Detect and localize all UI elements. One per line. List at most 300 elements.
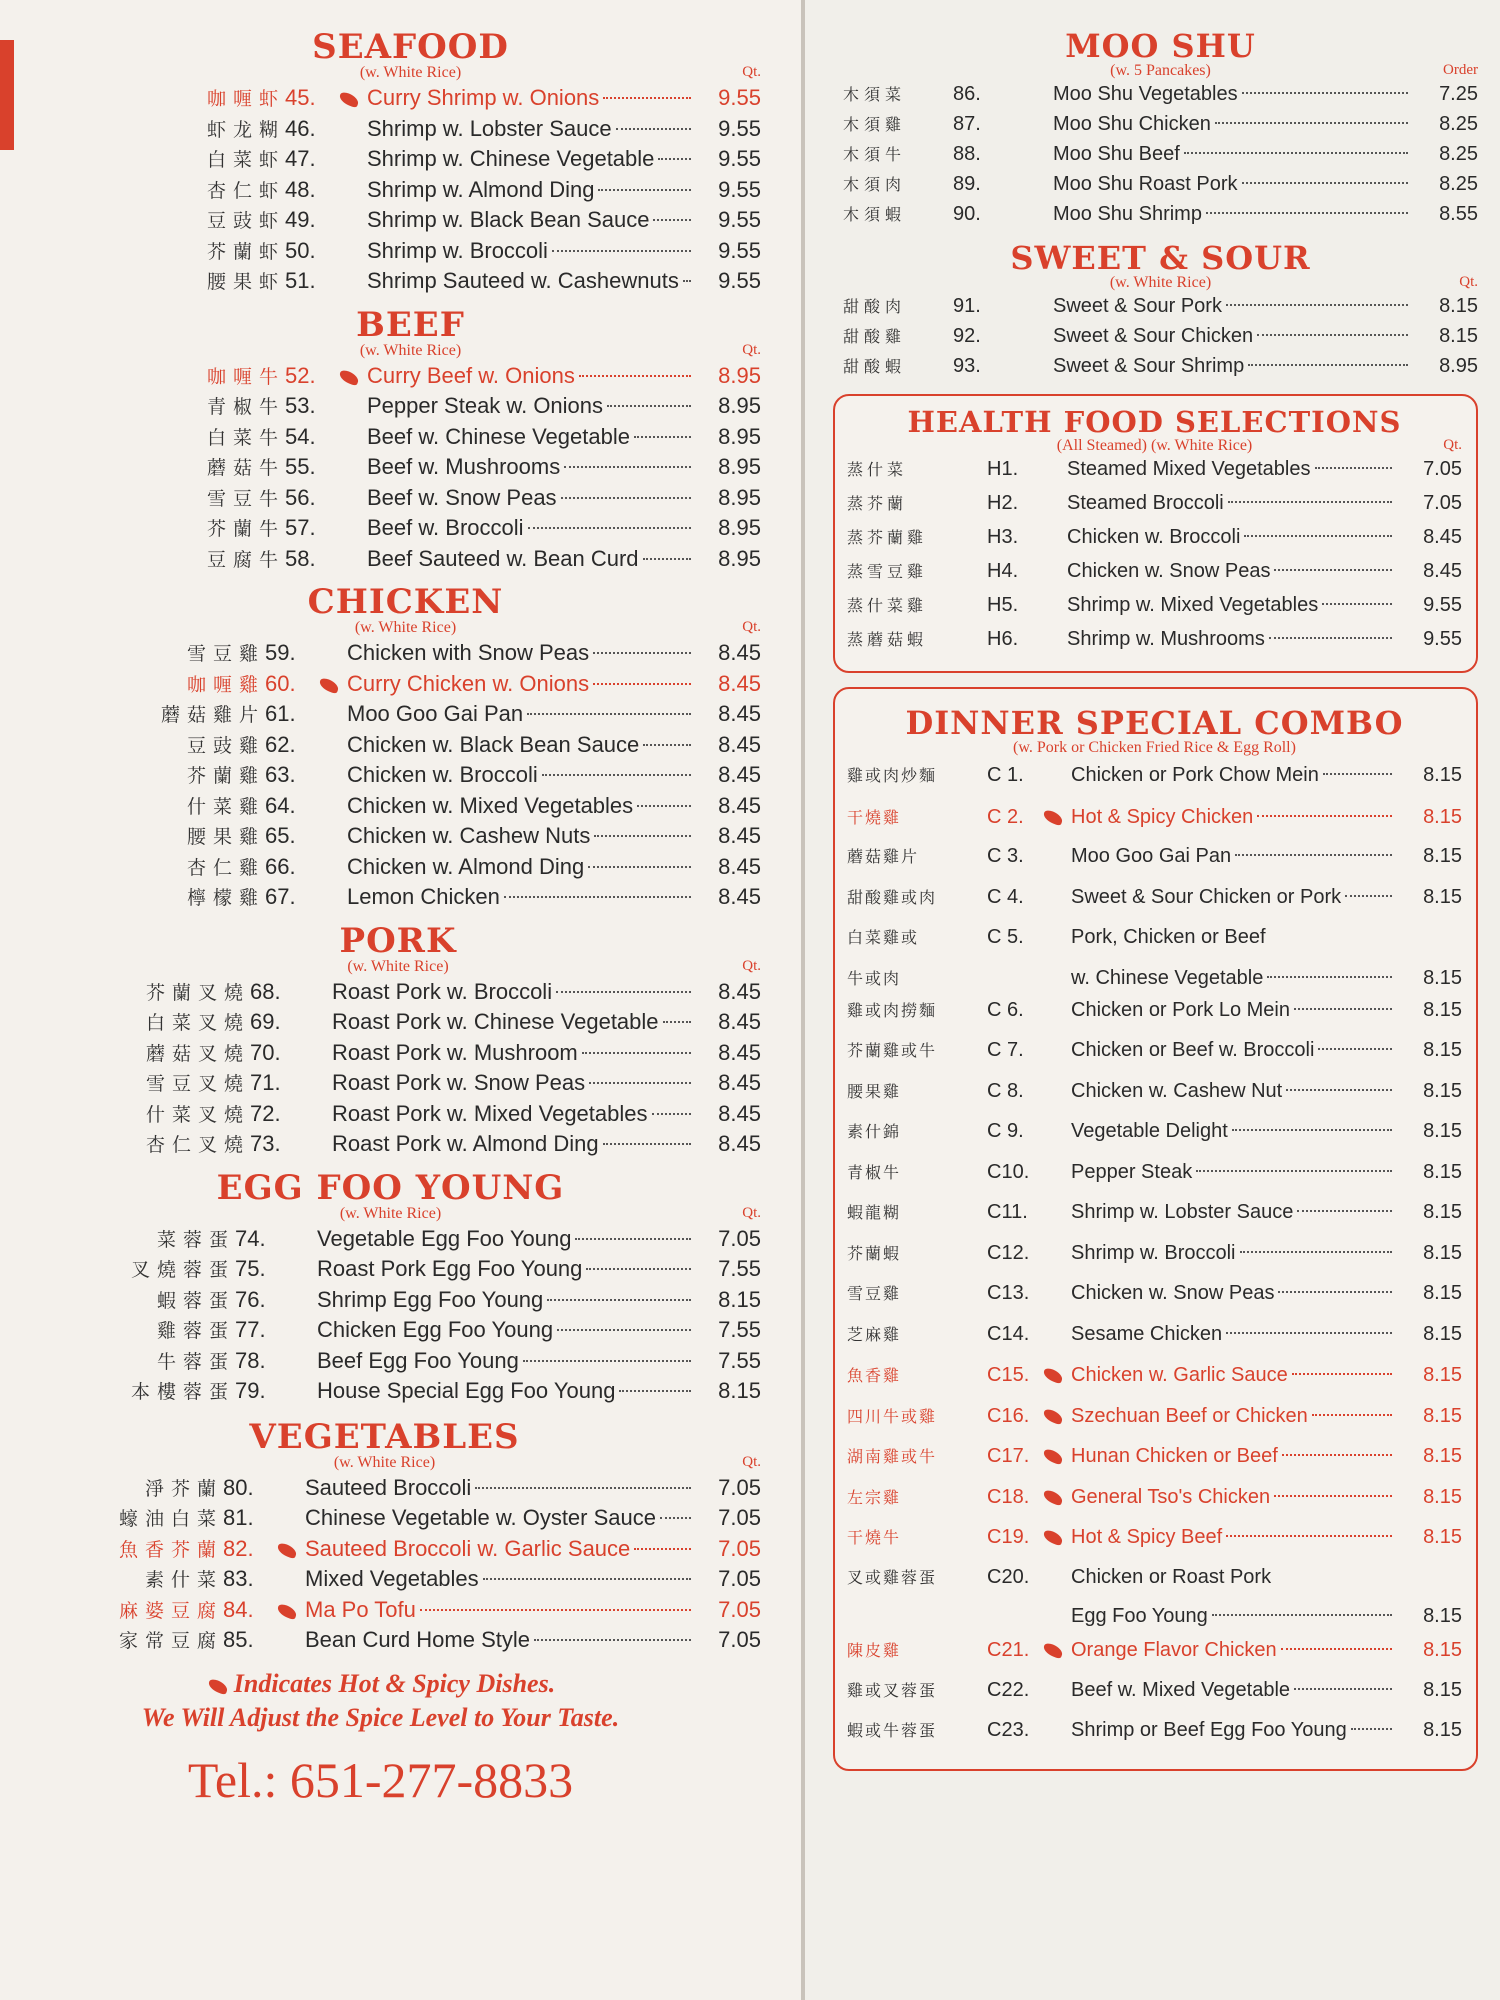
item-number: 65. xyxy=(265,823,296,848)
menu-item-row xyxy=(843,172,1478,202)
chinese-name: 蒸芥蘭 xyxy=(847,494,908,513)
chinese-name: 蒸什菜雞 xyxy=(847,596,928,615)
section-health-food xyxy=(833,394,1478,673)
item-price: 8.45 xyxy=(718,640,761,665)
item-number: C 3. xyxy=(987,845,1024,867)
item-price: 9.55 xyxy=(718,268,761,293)
menu-item-row xyxy=(35,1039,761,1070)
section-sweet-sour xyxy=(833,239,1478,384)
dot-leader xyxy=(683,280,691,282)
menu-item-row xyxy=(847,1524,1462,1565)
menu-item-row xyxy=(847,1281,1462,1322)
item-price: 8.45 xyxy=(1423,526,1462,548)
item-number: H2. xyxy=(987,492,1019,514)
chinese-name: 蒸芥蘭雞 xyxy=(847,528,928,547)
item-number: 48. xyxy=(285,176,316,202)
menu-item-row xyxy=(20,1347,761,1378)
item-name: Shrimp Sauteed w. Cashewnuts xyxy=(367,268,679,293)
item-price: 8.95 xyxy=(1439,355,1478,377)
item-number: C12. xyxy=(987,1241,1030,1264)
chinese-name: 蠔油白菜 xyxy=(118,1508,223,1530)
chili-pepper-icon xyxy=(276,1602,299,1620)
item-price: 8.45 xyxy=(718,1131,761,1156)
dot-leader xyxy=(1242,92,1408,94)
section-subtitle: (w. White Rice) xyxy=(359,341,462,359)
dot-leader xyxy=(1248,364,1408,366)
item-name: Egg Foo Young xyxy=(1071,1605,1208,1627)
item-price: 8.25 xyxy=(1439,143,1478,165)
item-number: 76. xyxy=(235,1286,266,1312)
item-name: Roast Pork w. Mixed Vegetables xyxy=(332,1100,648,1126)
dot-leader xyxy=(1274,1495,1392,1497)
pepper-slot xyxy=(275,1598,305,1623)
dot-leader xyxy=(475,1487,691,1489)
chinese-name: 芥蘭蝦 xyxy=(847,1243,902,1263)
chinese-name: 白菜牛 xyxy=(206,426,285,449)
item-name: Chicken or Roast Pork xyxy=(1071,1565,1272,1588)
section-subtitle: (w. White Rice) xyxy=(333,1453,436,1471)
item-price: 7.05 xyxy=(718,1627,761,1652)
item-name: Vegetable Delight xyxy=(1071,1120,1228,1142)
item-number: C 7. xyxy=(987,1039,1024,1061)
item-price: 7.05 xyxy=(718,1566,761,1591)
item-price: 8.25 xyxy=(1439,113,1478,135)
dot-leader xyxy=(1281,1648,1392,1650)
pepper-slot xyxy=(337,86,367,111)
item-price: 8.45 xyxy=(718,701,761,726)
item-price: 8.15 xyxy=(1423,1485,1462,1508)
item-name: Chicken w. Snow Peas xyxy=(1071,1282,1275,1304)
chili-pepper-icon xyxy=(338,91,361,109)
unit-label: Qt. xyxy=(1443,437,1462,453)
item-price: 8.15 xyxy=(1423,1160,1462,1183)
item-name: Pepper Steak w. Onions xyxy=(367,393,604,418)
item-name: Hot & Spicy Beef xyxy=(1071,1526,1223,1548)
item-price: 7.05 xyxy=(718,1474,761,1500)
item-price: 7.05 xyxy=(718,1225,761,1251)
chinese-name: 家常豆腐 xyxy=(118,1630,223,1652)
menu-item-row xyxy=(50,822,761,853)
chinese-name: 蘑菇牛 xyxy=(206,457,285,479)
item-price: 8.45 xyxy=(718,1070,761,1095)
item-number: C11. xyxy=(987,1201,1028,1223)
item-number: H6. xyxy=(987,628,1019,650)
chinese-name: 魚香雞 xyxy=(847,1366,902,1385)
item-price: 8.15 xyxy=(1423,764,1462,786)
dot-leader xyxy=(634,436,691,438)
menu-item-row xyxy=(8,1504,761,1535)
item-name: Roast Pork w. Almond Ding xyxy=(332,1131,599,1156)
section-title: DINNER SPECIAL COMBO xyxy=(905,704,1404,742)
item-price: 7.05 xyxy=(718,1535,761,1561)
chinese-name: 叉燒蓉蛋 xyxy=(130,1259,235,1281)
item-price: 8.15 xyxy=(1423,845,1462,867)
item-number: 60. xyxy=(265,670,296,696)
item-number: 87. xyxy=(953,113,981,135)
dot-leader xyxy=(564,466,691,468)
item-price: 8.45 xyxy=(718,884,761,909)
chinese-name: 木須菜 xyxy=(843,85,907,104)
item-price: 8.25 xyxy=(1439,173,1478,195)
menu-item-row xyxy=(8,1565,761,1596)
item-name: Sauteed Broccoli w. Garlic Sauce xyxy=(305,1535,631,1561)
item-number: C 8. xyxy=(987,1079,1024,1102)
section-title: MOO SHU xyxy=(1065,27,1256,65)
dot-leader xyxy=(663,1021,691,1023)
item-name: Shrimp Egg Foo Young xyxy=(317,1286,544,1312)
menu-item-row xyxy=(843,324,1478,354)
menu-item-row xyxy=(847,1160,1462,1201)
item-price: 8.15 xyxy=(1423,1404,1462,1427)
item-name: Beef Sauteed w. Bean Curd xyxy=(367,545,639,571)
menu-item-row xyxy=(847,457,1462,491)
item-price: 7.05 xyxy=(718,1505,761,1530)
menu-item-row xyxy=(60,362,761,393)
item-name: Shrimp or Beef Egg Foo Young xyxy=(1071,1719,1347,1741)
menu-item-row xyxy=(60,545,761,576)
item-name: Shrimp w. Broccoli xyxy=(367,237,548,263)
chili-pepper-icon xyxy=(338,368,361,386)
item-price: 8.15 xyxy=(1423,1526,1462,1548)
dot-leader xyxy=(1286,1089,1392,1091)
item-name: Chicken w. Snow Peas xyxy=(1067,560,1271,582)
item-price: 8.55 xyxy=(1439,203,1478,225)
item-number: 73. xyxy=(250,1131,281,1156)
chinese-name: 素什錦 xyxy=(847,1122,902,1141)
item-name: Szechuan Beef or Chicken xyxy=(1071,1404,1308,1427)
item-price: 9.55 xyxy=(1423,628,1462,650)
dot-leader xyxy=(660,1517,691,1519)
dot-leader xyxy=(658,158,691,160)
chinese-name: 木須雞 xyxy=(843,115,907,134)
item-name: Shrimp w. Almond Ding xyxy=(367,176,595,202)
dot-leader xyxy=(616,128,691,130)
item-price: 8.15 xyxy=(1423,966,1462,989)
item-price: 8.15 xyxy=(1423,1639,1462,1661)
dot-leader xyxy=(1244,535,1392,537)
item-number: C 6. xyxy=(987,998,1024,1021)
dot-leader xyxy=(1351,1728,1392,1730)
menu-item-row xyxy=(847,1119,1462,1160)
item-price: 8.95 xyxy=(718,393,761,418)
item-name: Curry Shrimp w. Onions xyxy=(367,85,600,110)
item-number: 85. xyxy=(223,1627,254,1652)
chinese-name: 蘑菇叉燒 xyxy=(145,1042,250,1065)
item-price: 8.45 xyxy=(718,853,761,879)
chinese-name: 木須肉 xyxy=(843,175,907,194)
menu-item-row xyxy=(20,1316,761,1347)
chili-pepper-icon xyxy=(1042,1407,1065,1425)
chinese-name: 甜酸蝦 xyxy=(843,357,907,376)
item-number: 91. xyxy=(953,295,981,317)
item-name: Shrimp w. Lobster Sauce xyxy=(1071,1201,1294,1223)
item-number: C21. xyxy=(987,1639,1030,1661)
dot-leader xyxy=(594,835,691,837)
menu-item-row xyxy=(847,1678,1462,1719)
chinese-name: 青椒牛 xyxy=(206,396,285,418)
unit-label: Qt. xyxy=(742,341,761,358)
item-name: Roast Pork w. Chinese Vegetable xyxy=(332,1009,659,1034)
section-subtitle: (w. White Rice) xyxy=(1109,274,1212,291)
chinese-name: 白菜叉燒 xyxy=(145,1012,250,1034)
menu-item-row xyxy=(50,731,761,762)
dot-leader xyxy=(1294,1008,1392,1010)
item-price: 8.45 xyxy=(718,731,761,757)
section-dinner-combo xyxy=(833,687,1478,1771)
item-number: 75. xyxy=(235,1256,266,1281)
item-price: 8.95 xyxy=(718,545,761,571)
chinese-name: 白菜虾 xyxy=(206,149,285,171)
item-name: Steamed Mixed Vegetables xyxy=(1067,458,1311,480)
menu-item-row xyxy=(847,627,1462,661)
chinese-name: 青椒牛 xyxy=(847,1162,902,1182)
item-name: Chicken w. Cashew Nuts xyxy=(347,823,591,848)
chinese-name: 雪豆牛 xyxy=(206,487,285,510)
menu-item-row xyxy=(35,1100,761,1131)
item-price: 9.55 xyxy=(718,237,761,263)
menu-item-row xyxy=(50,761,761,792)
item-name: Beef w. Chinese Vegetable xyxy=(367,423,630,449)
chili-pepper-icon xyxy=(1042,1488,1065,1506)
menu-item-row xyxy=(60,237,761,268)
chinese-name: 咖喱牛 xyxy=(206,365,285,388)
section-subtitle: (w. White Rice) xyxy=(339,1204,442,1222)
dot-leader xyxy=(607,405,691,407)
section-title: VEGETABLES xyxy=(249,1416,520,1457)
chinese-name: 芥蘭牛 xyxy=(206,518,285,540)
menu-item-row xyxy=(847,1565,1462,1606)
unit-label: Qt. xyxy=(742,957,761,974)
dot-leader xyxy=(561,497,691,499)
menu-item-row xyxy=(60,514,761,545)
item-price: 8.15 xyxy=(1423,1241,1462,1264)
item-number: H4. xyxy=(987,560,1019,582)
menu-item-row xyxy=(843,142,1478,172)
dot-leader xyxy=(1274,569,1392,571)
item-number: 54. xyxy=(285,423,316,449)
menu-item-row xyxy=(847,1241,1462,1282)
item-price: 7.55 xyxy=(718,1317,761,1342)
item-price: 8.95 xyxy=(718,362,761,388)
section-pork xyxy=(0,920,761,1161)
menu-item-row xyxy=(50,700,761,731)
item-name: Sweet & Sour Chicken xyxy=(1053,325,1254,347)
menu-item-row xyxy=(60,84,761,115)
menu-item-row xyxy=(847,925,1462,966)
item-name: Ma Po Tofu xyxy=(305,1596,416,1622)
item-price: 8.95 xyxy=(718,484,761,510)
item-name: Shrimp w. Mixed Vegetables xyxy=(1067,594,1319,616)
menu-item-row xyxy=(843,354,1478,384)
item-name: Chicken w. Almond Ding xyxy=(347,853,585,879)
chinese-name: 牛蓉蛋 xyxy=(156,1350,235,1373)
chinese-name: 芥蘭虾 xyxy=(206,240,285,263)
item-number: 89. xyxy=(953,173,981,195)
menu-item-row xyxy=(50,853,761,884)
dot-leader xyxy=(1267,976,1392,978)
dot-leader xyxy=(1278,1291,1392,1293)
chinese-name: 魚香芥蘭 xyxy=(118,1538,223,1561)
dot-leader xyxy=(643,558,691,560)
section-subtitle: (w. 5 Pancakes) xyxy=(1110,62,1211,79)
chinese-name: 雞蓉蛋 xyxy=(156,1320,235,1342)
item-number: 77. xyxy=(235,1317,266,1342)
item-price: 8.15 xyxy=(718,1286,761,1312)
chinese-name: 杏仁虾 xyxy=(206,179,285,202)
dot-leader xyxy=(589,1082,691,1084)
menu-item-row xyxy=(20,1255,761,1286)
section-title: SWEET & SOUR xyxy=(1010,239,1311,277)
item-name: w. Chinese Vegetable xyxy=(1071,966,1264,989)
item-name: Sweet & Sour Pork xyxy=(1053,295,1222,317)
edge-decoration xyxy=(0,40,14,150)
dot-leader xyxy=(483,1578,691,1580)
menu-item-row xyxy=(847,763,1462,804)
chinese-name: 腰果雞 xyxy=(847,1081,902,1101)
item-number: C 4. xyxy=(987,885,1024,908)
item-name: Sweet & Sour Shrimp xyxy=(1053,355,1245,377)
menu-right-panel xyxy=(805,0,1500,2000)
dot-leader xyxy=(1323,773,1392,775)
item-name: Roast Pork w. Mushroom xyxy=(332,1039,578,1065)
item-number: H3. xyxy=(987,526,1019,548)
chinese-name: 芥蘭叉燒 xyxy=(145,981,250,1004)
menu-item-row xyxy=(60,115,761,146)
chinese-name: 蝦蓉蛋 xyxy=(156,1289,235,1312)
chinese-name: 陳皮雞 xyxy=(847,1641,902,1660)
item-number: 51. xyxy=(285,268,316,293)
menu-item-row xyxy=(847,1484,1462,1525)
item-number: H5. xyxy=(987,594,1019,616)
section-subtitle: (All Steamed) (w. White Rice) xyxy=(1056,437,1253,454)
item-price: 8.15 xyxy=(718,1378,761,1403)
item-price: 8.45 xyxy=(718,1039,761,1065)
item-name: Moo Shu Roast Pork xyxy=(1053,173,1238,195)
item-name: Sweet & Sour Chicken or Pork xyxy=(1071,885,1342,908)
dot-leader xyxy=(1228,501,1392,503)
item-number: 74. xyxy=(235,1225,266,1251)
menu-item-row xyxy=(847,1200,1462,1241)
menu-item-row xyxy=(847,1038,1462,1079)
chinese-name: 淨芥蘭 xyxy=(144,1477,223,1500)
pepper-slot xyxy=(1041,1524,1071,1548)
item-name: Chicken w. Broccoli xyxy=(347,762,538,787)
item-number: 55. xyxy=(285,454,316,479)
item-number: 93. xyxy=(953,355,981,377)
dot-leader xyxy=(634,1548,691,1550)
dot-leader xyxy=(1282,1454,1392,1456)
menu-item-row xyxy=(847,885,1462,926)
item-price: 8.15 xyxy=(1423,1364,1462,1386)
item-number: 50. xyxy=(285,237,316,263)
section-egg-foo-young xyxy=(0,1167,761,1408)
section-chicken xyxy=(0,582,761,914)
item-number: C 5. xyxy=(987,926,1024,948)
item-price: 7.55 xyxy=(718,1347,761,1373)
section-seafood xyxy=(0,27,761,298)
menu-item-row xyxy=(20,1377,761,1408)
dot-leader xyxy=(420,1609,691,1611)
item-number: 59. xyxy=(265,640,296,665)
chinese-name: 雪豆叉燒 xyxy=(145,1073,250,1095)
item-number: C14. xyxy=(987,1322,1030,1345)
menu-item-row xyxy=(847,1403,1462,1444)
menu-item-row xyxy=(60,145,761,176)
menu-item-row xyxy=(50,670,761,701)
dot-leader xyxy=(1257,334,1408,336)
menu-item-row xyxy=(847,1322,1462,1363)
pepper-slot xyxy=(1041,1403,1071,1427)
item-number: 88. xyxy=(953,143,981,165)
chinese-name: 雞或肉炒麵 xyxy=(847,766,938,785)
chinese-name: 咖喱虾 xyxy=(206,88,285,110)
spice-footnote xyxy=(0,1667,761,1735)
section-title: BEEF xyxy=(356,304,465,345)
dot-leader xyxy=(593,683,691,685)
dot-leader xyxy=(1292,1373,1392,1375)
menu-item-row xyxy=(60,176,761,207)
chinese-name: 雞或肉撈麵 xyxy=(847,1000,938,1020)
chili-pepper-icon xyxy=(1042,1642,1065,1660)
chinese-name: 什菜雞 xyxy=(186,795,265,818)
item-number: C16. xyxy=(987,1404,1030,1427)
menu-item-row xyxy=(50,639,761,670)
section-title: PORK xyxy=(339,920,457,961)
chinese-name: 芥蘭雞或牛 xyxy=(847,1041,938,1060)
chinese-name: 蘑菇雞片 xyxy=(847,847,920,866)
dot-leader xyxy=(534,1639,691,1641)
chinese-name: 蝦龍糊 xyxy=(847,1203,902,1222)
section-title: CHICKEN xyxy=(307,582,504,622)
chinese-name: 腰果雞 xyxy=(186,826,265,848)
phone-number[interactable]: Tel.: 651-277-8833 xyxy=(187,1751,574,1808)
item-number: C15. xyxy=(987,1364,1030,1386)
item-name: Pepper Steak xyxy=(1071,1160,1193,1183)
chinese-name: 豆豉雞 xyxy=(186,734,265,757)
item-number: 56. xyxy=(285,484,316,510)
menu-item-row xyxy=(8,1626,761,1657)
item-number: 79. xyxy=(235,1378,266,1403)
chinese-name: 木須牛 xyxy=(843,145,907,164)
dot-leader xyxy=(588,866,691,868)
item-price: 9.55 xyxy=(718,115,761,141)
footnote-line-1: Indicates Hot & Spicy Dishes. xyxy=(233,1668,556,1698)
dot-leader xyxy=(504,896,691,898)
dot-leader xyxy=(1312,1414,1392,1416)
chinese-name: 木須蝦 xyxy=(843,205,907,224)
dot-leader xyxy=(1232,1129,1392,1131)
dot-leader xyxy=(547,1299,691,1301)
item-number: 92. xyxy=(953,325,981,347)
dot-leader xyxy=(1226,1535,1392,1537)
chinese-name: 甜酸雞 xyxy=(843,327,907,346)
chinese-name: 叉或雞蓉蛋 xyxy=(847,1567,938,1587)
unit-label: Qt. xyxy=(1459,274,1478,290)
item-number: 84. xyxy=(223,1596,254,1622)
chinese-name: 蝦或牛蓉蛋 xyxy=(847,1721,938,1740)
item-price: 8.15 xyxy=(1423,1120,1462,1142)
dot-leader xyxy=(1235,854,1392,856)
item-name: Chicken or Pork Chow Mein xyxy=(1071,764,1319,786)
menu-item-row xyxy=(847,559,1462,593)
dot-leader xyxy=(1297,1210,1392,1212)
item-name: Moo Shu Vegetables xyxy=(1053,83,1238,105)
item-name: Chicken Egg Foo Young xyxy=(317,1317,554,1342)
menu-item-row xyxy=(50,792,761,823)
item-name: Bean Curd Home Style xyxy=(305,1627,530,1652)
menu-item-row xyxy=(847,1362,1462,1403)
item-number: 90. xyxy=(953,203,981,225)
